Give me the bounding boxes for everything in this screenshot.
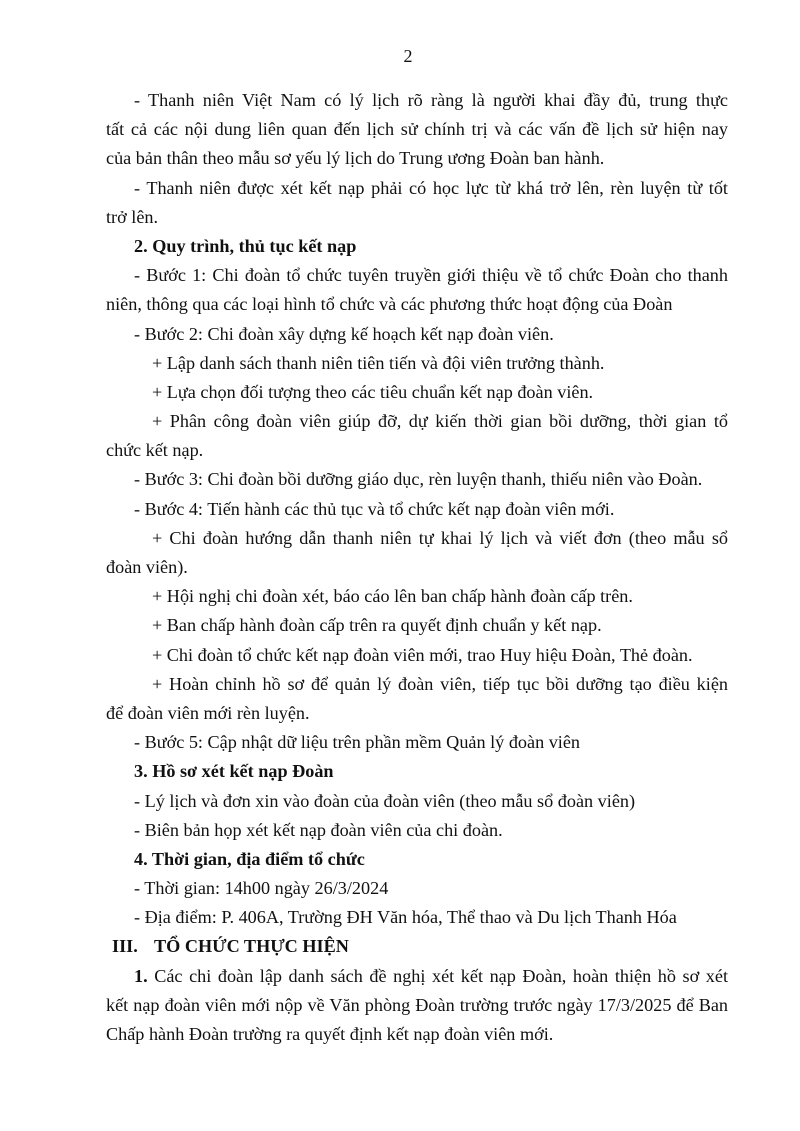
- text-line: của bản thân theo mẫu sơ yếu lý lịch do Trung ương Đoàn ban hành.: [106, 148, 605, 169]
- text-line: chức kết nạp.: [106, 440, 204, 461]
- paragraph-number: 1.: [134, 965, 148, 986]
- text-line: + Chi đoàn tổ chức kết nạp đoàn viên mới, trao Huy hiệu Đoàn, Thẻ đoàn.: [152, 644, 693, 665]
- text-line: - Lý lịch và đơn xin vào đoàn của đoàn viên (theo mẫu sổ đoàn viên): [134, 790, 636, 811]
- page-number: 2: [403, 46, 413, 66]
- text-line: + Lựa chọn đối tượng theo các tiêu chuẩn kết nạp đoàn viên.: [152, 381, 594, 402]
- final-paragraph-line: [106, 962, 728, 991]
- text-line: - Bước 5: Cập nhật dữ liệu trên phần mềm Quản lý đoàn viên: [134, 732, 581, 753]
- section-heading-dossier: 3. Hồ sơ xét kết nạp Đoàn: [134, 761, 334, 782]
- text-line: tất cả các nội dung liên quan đến lịch sử chính trị và các vấn đề lịch sử hiện nay: [106, 119, 728, 140]
- text-line: - Địa điểm: P. 406A, Trường ĐH Văn hóa, Thể thao và Du lịch Thanh Hóa: [134, 907, 677, 928]
- text-line: - Bước 4: Tiến hành các thủ tục và tổ chức kết nạp đoàn viên mới.: [134, 498, 615, 519]
- text-line: - Thời gian: 14h00 ngày 26/3/2024: [134, 878, 389, 899]
- text-line: + Ban chấp hành đoàn cấp trên ra quyết định chuẩn y kết nạp.: [152, 615, 602, 636]
- text-line: - Bước 3: Chi đoàn bồi dưỡng giáo dục, rèn luyện thanh, thiếu niên vào Đoàn.: [134, 469, 703, 490]
- text-line: trở lên.: [106, 206, 159, 227]
- section-heading-time-place: 4. Thời gian, địa điểm tổ chức: [134, 848, 365, 869]
- final-paragraph-line: kết nạp đoàn viên mới nộp về Văn phòng Đoàn trường trước ngày 17/3/2025 để Ban: [106, 994, 728, 1015]
- text-line: - Bước 1: Chi đoàn tổ chức tuyên truyền giới thiệu về tổ chức Đoàn cho thanh: [134, 265, 728, 286]
- text-line: - Bước 2: Chi đoàn xây dựng kế hoạch kết nạp đoàn viên.: [134, 323, 554, 344]
- text-line: - Thanh niên được xét kết nạp phải có học lực từ khá trở lên, rèn luyện từ tốt: [134, 177, 728, 198]
- text-line: niên, thông qua các loại hình tổ chức và các phương thức hoạt động của Đoàn: [106, 294, 673, 315]
- section-numeral: III.: [112, 936, 138, 957]
- final-paragraph-line: Chấp hành Đoàn trường ra quyết định kết nạp đoàn viên mới.: [106, 1024, 554, 1044]
- paragraph-text: Các chi đoàn lập danh sách đề nghị xét kết nạp Đoàn, hoàn thiện hồ sơ xét: [154, 965, 728, 986]
- text-line: - Thanh niên Việt Nam có lý lịch rõ ràng là người khai đầy đủ, trung thực: [134, 90, 728, 110]
- text-line: đoàn viên).: [106, 557, 188, 577]
- text-line: + Hội nghị chi đoàn xét, báo cáo lên ban chấp hành đoàn cấp trên.: [152, 586, 633, 607]
- section-title: TỔ CHỨC THỰC HIỆN: [154, 936, 349, 957]
- text-line: + Lập danh sách thanh niên tiên tiến và đội viên trưởng thành.: [152, 352, 605, 373]
- text-line: + Chi đoàn hướng dẫn thanh niên tự khai lý lịch và viết đơn (theo mẫu sổ: [152, 527, 728, 548]
- document-body: [106, 86, 728, 1049]
- text-line: + Phân công đoàn viên giúp đỡ, dự kiến thời gian bồi dưỡng, thời gian tổ: [152, 411, 728, 432]
- section-heading-implementation: [106, 932, 728, 961]
- text-line: để đoàn viên mới rèn luyện.: [106, 702, 310, 723]
- text-line: + Hoàn chỉnh hồ sơ để quản lý đoàn viên, tiếp tục bồi dưỡng tạo điều kiện: [152, 673, 728, 694]
- text-line: - Biên bản họp xét kết nạp đoàn viên của chi đoàn.: [134, 819, 503, 840]
- section-heading-procedure: 2. Quy trình, thủ tục kết nạp: [134, 235, 357, 256]
